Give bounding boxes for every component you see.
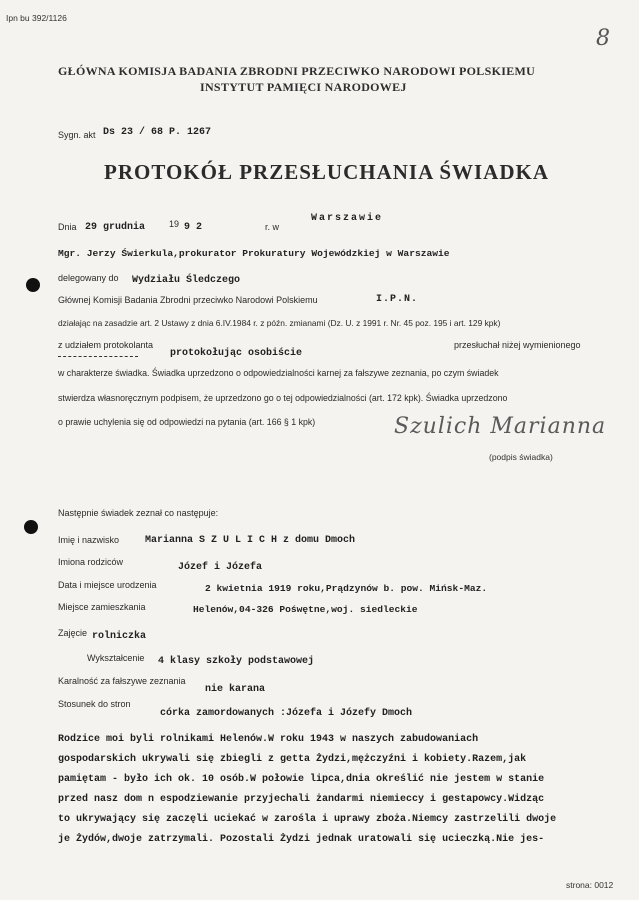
testimony-text xyxy=(58,730,556,850)
case-reference-value: Ds 23 / 68 P. 1267 xyxy=(103,127,212,138)
punch-hole-icon xyxy=(26,278,40,292)
testimony-line: gospodarskich ukrywali się zbiegli z getta Żydzi,mężczyźni i kobiety.Razem,jak xyxy=(58,754,527,765)
testimony-intro: Następnie świadek zeznał co następuje: xyxy=(58,508,219,518)
testimony-line: je Żydów,dwoje zatrzymali. Pozostali Żydzi jednak uratowali się ucieczką.Nie jes- xyxy=(58,834,545,845)
warning-line: w charakterze świadka. Świadka uprzedzono o odpowiedzialności karnej za fałszywe zeznania, po czym świadek xyxy=(58,368,499,378)
document-title: PROTOKÓŁ PRZESŁUCHANIA ŚWIADKA xyxy=(104,160,550,184)
date-label: Dnia xyxy=(58,222,77,232)
delegated-label: delegowany do xyxy=(58,273,119,283)
clerk-strikeout xyxy=(58,356,138,357)
institution-header-line2: INSTYTUT PAMIĘCI NARODOWEJ xyxy=(200,80,407,94)
page-footer-label: strona: 0012 xyxy=(566,880,614,890)
field-label: Zajęcie xyxy=(58,628,88,638)
commission-abbrev: I.P.N. xyxy=(376,294,419,305)
institution-header-line1: GŁÓWNA KOMISJA BADANIA ZBRODNI PRZECIWKO NARODOWI POLSKIEMU xyxy=(58,64,536,78)
field-label: Imiona rodziców xyxy=(58,557,124,567)
field-label: Wykształcenie xyxy=(87,653,145,663)
place-label: r. w xyxy=(265,222,280,232)
field-value: Helenów,04-326 Pośwętne,woj. siedleckie xyxy=(193,604,418,615)
warning-line: stwierdza własnoręcznym podpisem, że uprzedzono go o tej odpowiedzialności (art. 172 kpk). Świadka uprzedzono xyxy=(58,393,508,403)
date-year-prefix: 19 xyxy=(169,219,180,229)
field-value: córka zamordowanych :Józefa i Józefy Dmoch xyxy=(160,708,413,719)
commission-line: Głównej Komisji Badania Zbrodni przeciwko Narodowi Polskiemu xyxy=(58,295,318,305)
field-label: Karalność za fałszywe zeznania xyxy=(58,676,186,686)
field-value: Marianna S Z U L I C H z domu Dmoch xyxy=(145,535,356,546)
legal-basis: działając na zasadzie art. 2 Ustawy z dnia 6.IV.1984 r. z późn. zmianami (Dz. U. z 1991 r. Nr. 45 poz. 195 i art. 129 kpk) xyxy=(58,318,501,328)
clerk-label: z udziałem protokolanta xyxy=(58,340,154,350)
testimony-line: Rodzice moi byli rolnikami Helenów.W roku 1943 w naszych zabudowaniach xyxy=(58,734,479,745)
field-value: 2 kwietnia 1919 roku,Prądzynów b. pow. Mińsk-Maz. xyxy=(205,583,488,594)
field-label: Stosunek do stron xyxy=(58,699,131,709)
field-value: Józef i Józefa xyxy=(178,562,263,573)
clerk-value: protokołując osobiście xyxy=(170,348,303,359)
testimony-line: to ukrywający się zaczęli uciekać w zarośla i uprawy zboża.Niemcy zastrzelili dwoje xyxy=(58,814,557,825)
handwritten-page-number: 8 xyxy=(596,26,610,51)
field-label: Miejsce zamieszkania xyxy=(58,602,146,612)
date-year-suffix: 9 2 xyxy=(184,222,203,233)
field-value: nie karana xyxy=(205,684,266,695)
prosecutor-line: Mgr. Jerzy Świerkula,prokurator Prokuratury Wojewódzkiej w Warszawie xyxy=(58,248,450,259)
testimony-line: pamiętam - było ich ok. 10 osób.W połowie lipca,dnia określić nie jestem w stanie xyxy=(58,774,545,785)
archive-reference: Ipn bu 392/1126 xyxy=(6,13,67,23)
field-value: 4 klasy szkoły podstawowej xyxy=(158,656,315,667)
witness-signature-caption: (podpis świadka) xyxy=(489,452,553,462)
testimony-line: przed nasz dom n espodziewanie przyjechali żandarmi niemieccy i gestapowcy.Widząc xyxy=(58,794,545,805)
case-reference-label: Sygn. akt xyxy=(58,130,96,140)
clerk-suffix: przesłuchał niżej wymienionego xyxy=(454,340,581,350)
witness-signature: Szulich Marianna xyxy=(394,414,607,439)
field-label: Imię i nazwisko xyxy=(58,535,120,545)
place-value: Warszawie xyxy=(311,213,384,224)
date-day-month: 29 grudnia xyxy=(85,222,146,233)
delegated-value: Wydziału Śledczego xyxy=(132,275,241,286)
warning-line: o prawie uchylenia się od odpowiedzi na pytania (art. 166 § 1 kpk) xyxy=(58,417,316,427)
field-label: Data i miejsce urodzenia xyxy=(58,580,157,590)
field-value: rolniczka xyxy=(92,631,147,642)
punch-hole-icon xyxy=(24,520,38,534)
